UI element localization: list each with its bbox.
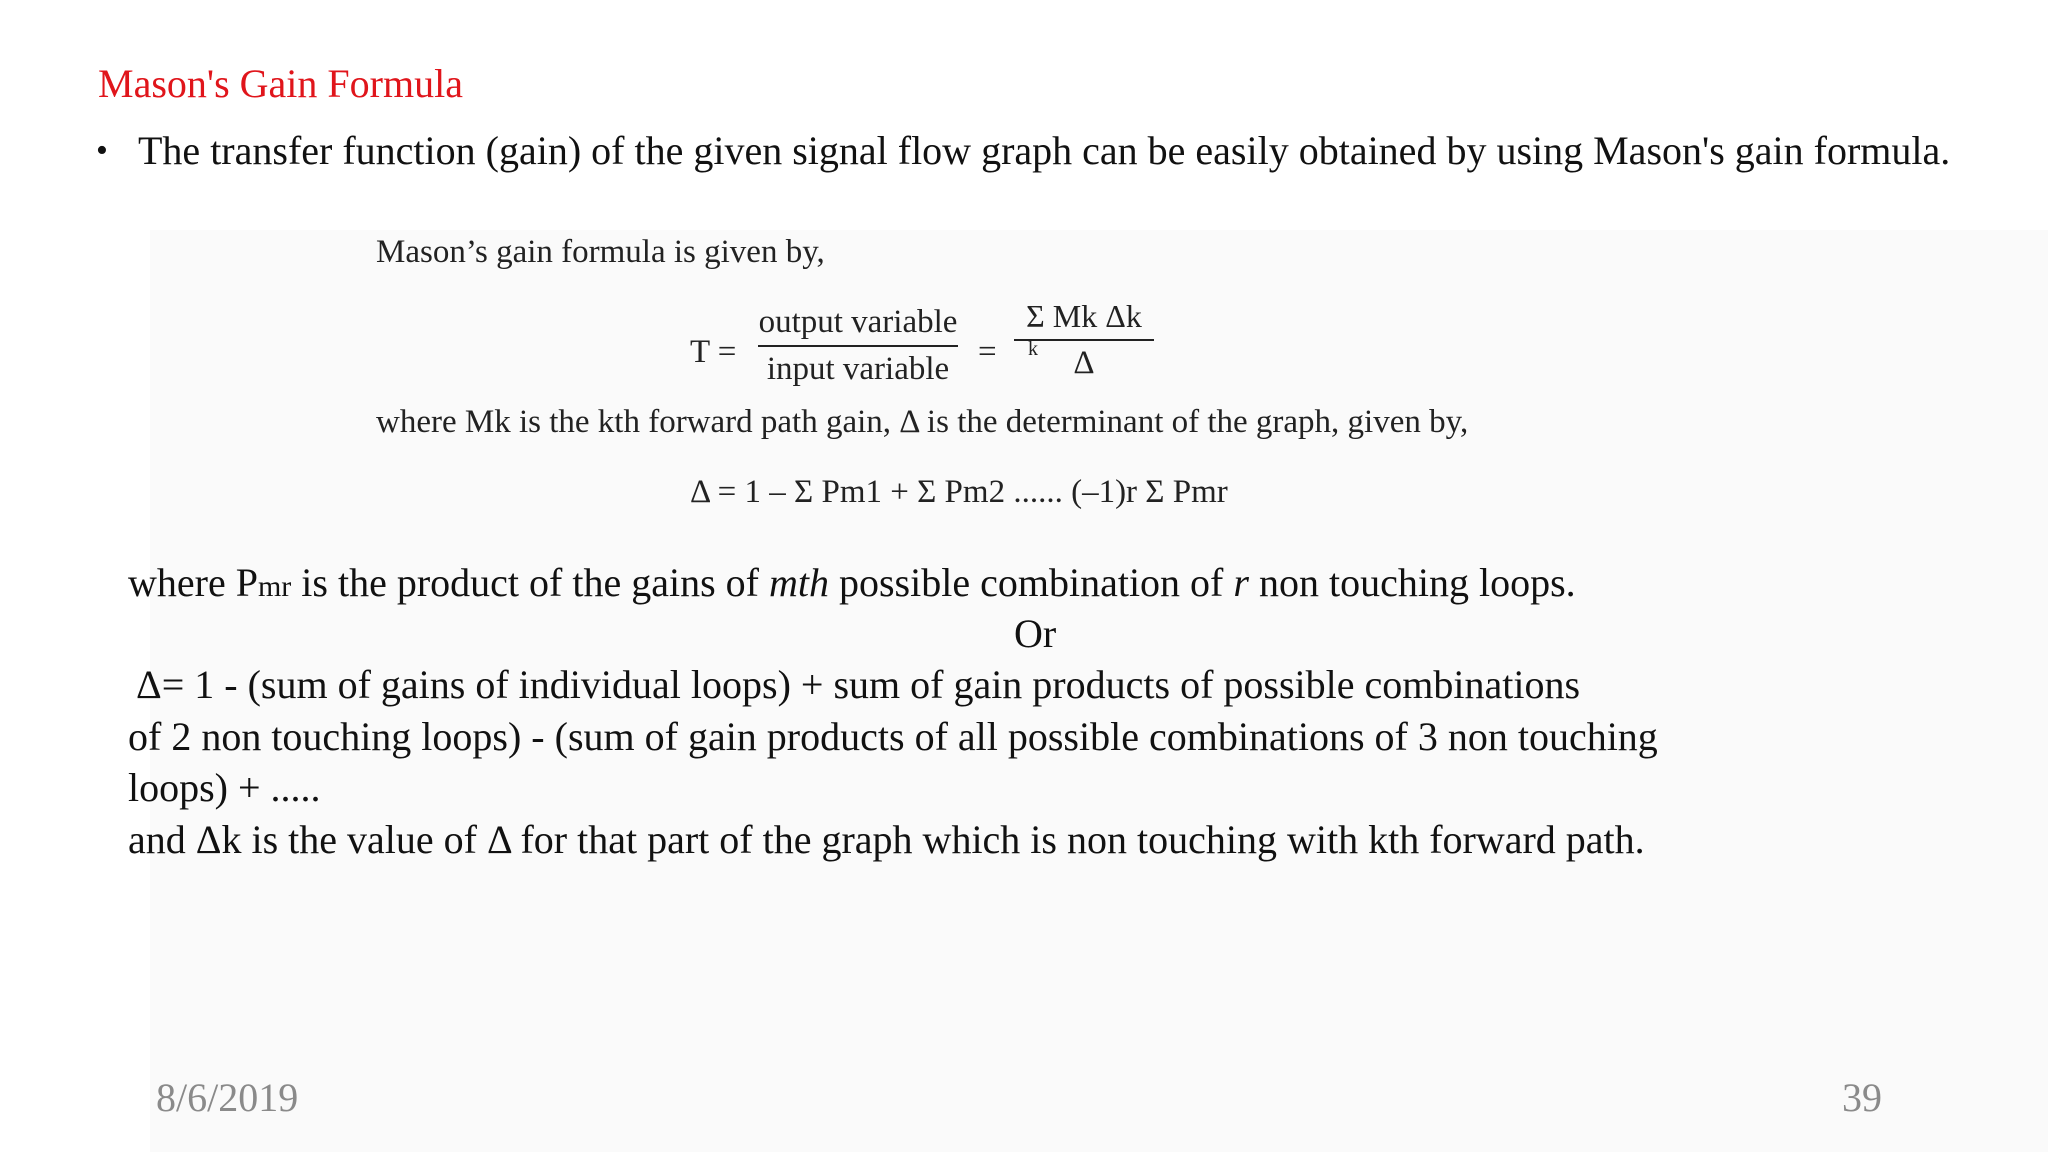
formula-sum-denominator: Δ <box>1014 339 1154 382</box>
delta-definition-line-3: loops) + ..... <box>128 765 321 810</box>
footer-date: 8/6/2019 <box>156 1075 299 1120</box>
delta-k-definition: and Δk is the value of Δ for that part of the graph which is non touching with kth forward path. <box>128 817 1645 862</box>
bullet-point <box>96 128 1956 174</box>
formula-image <box>372 234 1532 524</box>
delta-definition-line-2: of 2 non touching loops) - (sum of gain products of all possible combinations of 3 non touching <box>128 714 1658 759</box>
where-pmr-paragraph: where Pmr is the product of the gains of mth possible combination of r non touching loops. <box>128 560 1576 605</box>
formula-t-label: T = <box>690 334 737 370</box>
formula-denominator: input variable <box>758 345 958 388</box>
formula-sum-numerator: Σ Mk Δk <box>1026 298 1142 334</box>
delta-definition-line-1: Δ= 1 - (sum of gains of individual loops) + sum of gain products of possible combinations <box>136 662 1581 707</box>
slide-title: Mason's Gain Formula <box>98 61 463 106</box>
or-separator: Or <box>1014 611 1057 656</box>
formula-equals: = <box>978 334 997 370</box>
formula-numerator: output variable <box>758 304 958 340</box>
bullet-icon: • <box>96 132 108 169</box>
formula-intro: Mason’s gain formula is given by, <box>376 234 825 270</box>
bullet-text: The transfer function (gain) of the given signal flow graph can be easily obtained by using Mason's gain formula. <box>138 128 1951 173</box>
formula-fraction-ratio <box>758 304 958 388</box>
formula-delta-equation: Δ = 1 – Σ Pm1 + Σ Pm2 ...... (–1)r Σ Pmr <box>690 474 1228 510</box>
slide-number: 39 <box>1842 1075 1882 1120</box>
formula-fraction-sum <box>1014 298 1154 382</box>
formula-where-text: where Mk is the kth forward path gain, Δ is the determinant of the graph, given by, <box>376 404 1469 440</box>
formula-sum-index: k <box>1028 338 1038 360</box>
